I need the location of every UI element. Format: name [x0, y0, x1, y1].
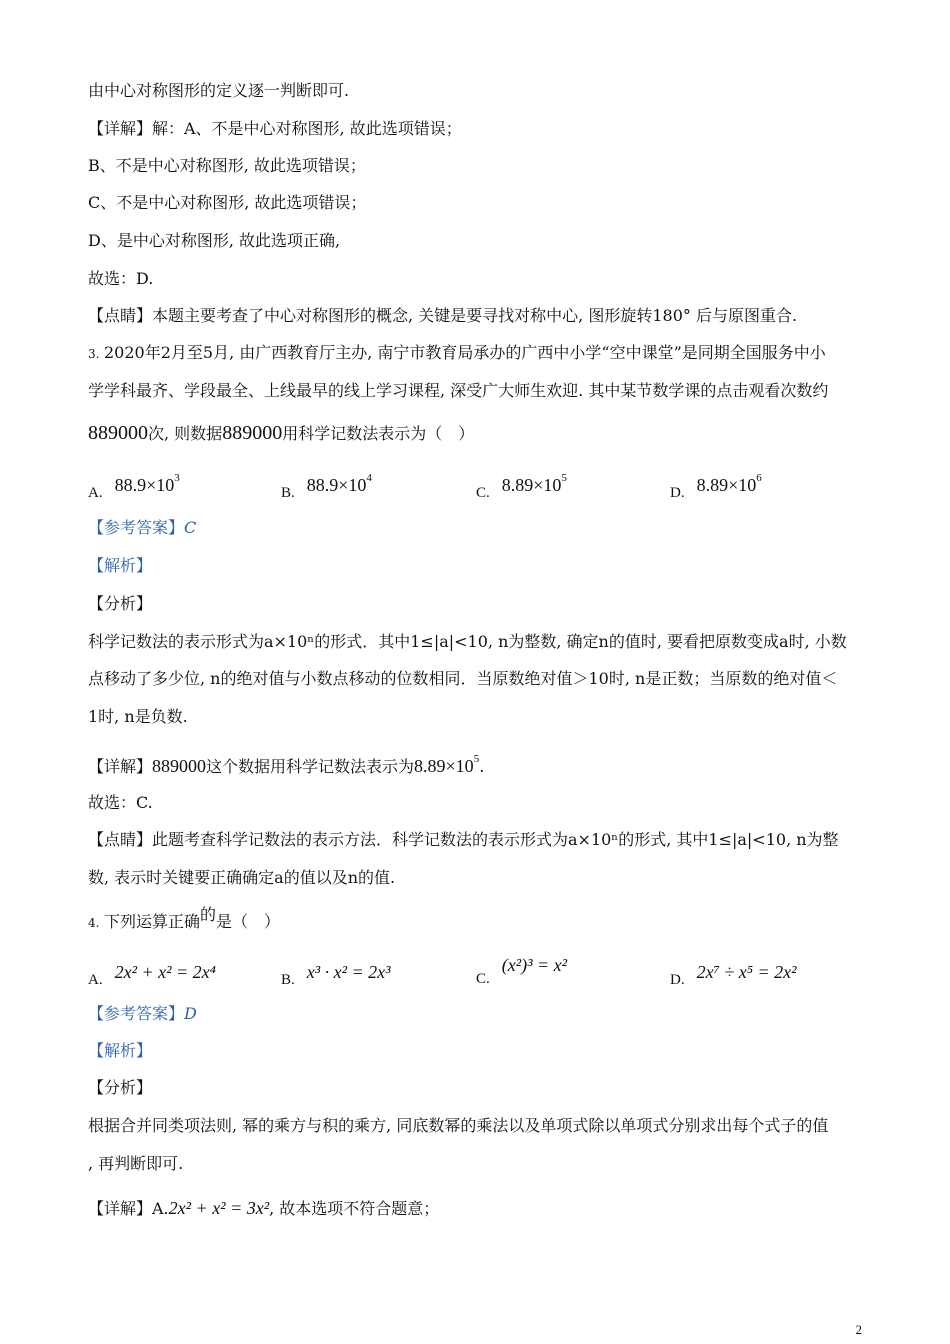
text-line: 由中心对称图形的定义逐一判断即可. — [88, 81, 350, 100]
answer-value: D — [184, 1004, 197, 1023]
text-line: 根据合并同类项法则, 幂的乘方与积的乘方, 同底数幂的乘法以及单项式除以单项式分别求出每个式子的值 — [88, 1116, 829, 1135]
text-line: 数, 表示时关键要正确确定a的值以及n的值. — [88, 868, 396, 887]
text-line: 1时, n是负数. — [88, 707, 188, 726]
text-line: 故选：C. — [88, 793, 153, 812]
answer-line: 【参考答案】C — [88, 518, 197, 537]
section-label: 【分析】 — [88, 594, 153, 613]
section-label: 【分析】 — [88, 1078, 153, 1097]
text-line: B、不是中心对称图形, 故此选项错误； — [88, 156, 366, 175]
question-3-line-2: 学学科最齐、学段最全、上线最早的线上学习课程, 深受广大师生欢迎. 其中某节数学课的点击观看次数约 — [88, 381, 829, 400]
option-b: B. $88.9\times 10^4$ — [281, 472, 372, 501]
question-4-line: 4. 下列运算正确的是（ ） — [88, 911, 280, 934]
text-line: 【点睛】此题考查科学记数法的表示方法．科学记数法的表示形式为a×10ⁿ的形式, 其中1≤|a|<10, n为整 — [88, 830, 839, 849]
detail-line: 【详解】A.2x² + x² = 3x², 故本选项不符合题意； — [88, 1198, 440, 1218]
analysis-label: 【解析】 — [88, 1041, 153, 1060]
answer-value: C — [184, 518, 197, 537]
text-line: C、不是中心对称图形, 故此选项错误； — [88, 193, 367, 212]
text-line: D、是中心对称图形, 故此选项正确, — [88, 231, 341, 250]
detail-line: 【详解】889000这个数据用科学记数法表示为$8.89\times 10^5$. — [88, 753, 485, 776]
text-line: 故选：D. — [88, 269, 154, 288]
page-number: 2 — [855, 1322, 862, 1337]
option-d: D. $8.89\times 10^6$ — [670, 472, 762, 501]
question-number: 4. — [88, 916, 100, 930]
option-a: A. 2x² + x² = 2x⁴ — [88, 962, 216, 988]
text-line: 科学记数法的表示形式为a×10ⁿ的形式．其中1≤|a|<10, n为整数, 确定n的值时, 要看把原数变成a时, 小数 — [88, 632, 847, 651]
option-c: C.(x²)³ = x² — [476, 955, 568, 987]
text-line: 【详解】解：A、不是中心对称图形, 故此选项错误； — [88, 119, 462, 138]
analysis-label: 【解析】 — [88, 556, 153, 575]
option-d: D. 2x⁷ ÷ x⁵ = 2x² — [670, 962, 797, 988]
text-line: 点移动了多少位, n的绝对值与小数点移动的位数相同．当原数绝对值＞10时, n是正数；当原数的绝对值＜ — [88, 669, 838, 688]
question-3-line-1: 3. 2020年2月至5月, 由广西教育厅主办, 南宁市教育局承办的广西中小学“空中课堂”是同期全国服务中小 — [88, 342, 826, 365]
option-b: B. x³ · x² = 2x³ — [281, 962, 391, 988]
text-line: 【点睛】本题主要考查了中心对称图形的概念, 关键是要寻找对称中心, 图形旋转180° 后与原图重合. — [88, 306, 798, 325]
text-line: , 再判断即可. — [88, 1154, 184, 1173]
question-number: 3. — [88, 347, 100, 361]
option-a: A. $88.9\times 10^3$ — [88, 472, 180, 501]
question-3-line-3: 889000次, 则数据889000用科学记数法表示为（ ） — [88, 422, 475, 444]
answer-line: 【参考答案】D — [88, 1004, 197, 1023]
option-c: C. $8.89\times 10^5$ — [476, 472, 567, 501]
